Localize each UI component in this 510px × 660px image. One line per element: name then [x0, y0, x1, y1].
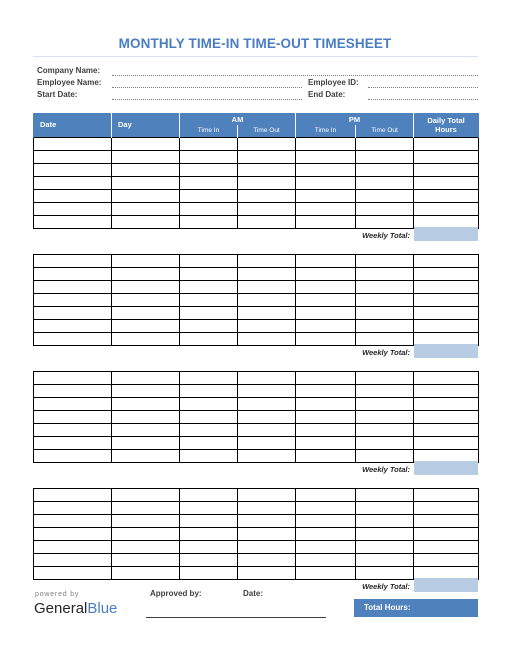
date-cell[interactable] — [34, 567, 112, 580]
weekly-total-label-3: Weekly Total: — [362, 465, 410, 474]
table-row — [34, 163, 479, 176]
day-cell[interactable] — [112, 281, 180, 294]
am-time-out-cell[interactable] — [238, 189, 296, 202]
date-cell[interactable] — [34, 333, 112, 346]
daily-total-cell[interactable] — [414, 528, 479, 541]
pm-time-in-cell[interactable] — [296, 424, 356, 437]
table-row — [34, 333, 479, 346]
pm-time-out-cell[interactable] — [356, 437, 414, 450]
weekly-total-label-4: Weekly Total: — [362, 582, 410, 591]
end-date-field[interactable] — [368, 99, 478, 100]
pm-time-in-cell[interactable] — [296, 515, 356, 528]
am-time-in-cell[interactable] — [180, 255, 238, 268]
pm-time-in-cell[interactable] — [296, 489, 356, 502]
pm-time-in-cell[interactable] — [296, 528, 356, 541]
day-cell[interactable] — [112, 541, 180, 554]
date-cell[interactable] — [34, 372, 112, 385]
pm-time-in-cell[interactable] — [296, 294, 356, 307]
table-row — [34, 528, 479, 541]
total-hours-label: Total Hours: — [364, 603, 411, 612]
pm-time-in-cell[interactable] — [296, 268, 356, 281]
daily-total-cell[interactable] — [414, 307, 479, 320]
daily-total-cell[interactable] — [414, 372, 479, 385]
am-time-in-cell[interactable] — [180, 489, 238, 502]
date-cell[interactable] — [34, 176, 112, 189]
date-cell[interactable] — [34, 320, 112, 333]
am-time-out-cell[interactable] — [238, 502, 296, 515]
am-time-in-cell[interactable] — [180, 541, 238, 554]
daily-total-cell[interactable] — [414, 502, 479, 515]
am-time-in-cell[interactable] — [180, 320, 238, 333]
am-time-out-cell[interactable] — [238, 320, 296, 333]
am-time-in-cell[interactable] — [180, 163, 238, 176]
pm-time-out-cell[interactable] — [356, 502, 414, 515]
brand-logo — [34, 600, 117, 617]
pm-time-out-cell[interactable] — [356, 189, 414, 202]
am-time-out-cell[interactable] — [238, 398, 296, 411]
pm-time-out-cell[interactable] — [356, 137, 414, 150]
pm-time-out-cell[interactable] — [356, 385, 414, 398]
table-row — [34, 372, 479, 385]
am-time-out-cell[interactable] — [238, 489, 296, 502]
day-cell[interactable] — [112, 567, 180, 580]
am-time-in-cell[interactable] — [180, 307, 238, 320]
daily-total-cell[interactable] — [414, 268, 479, 281]
pm-time-in-cell[interactable] — [296, 150, 356, 163]
am-time-out-cell[interactable] — [238, 411, 296, 424]
pm-time-in-cell[interactable] — [296, 411, 356, 424]
date-cell[interactable] — [34, 150, 112, 163]
powered-by-text: powered by — [35, 591, 80, 598]
pm-time-out-cell[interactable] — [356, 202, 414, 215]
daily-total-cell[interactable] — [414, 437, 479, 450]
am-time-out-cell[interactable] — [238, 528, 296, 541]
day-cell[interactable] — [112, 489, 180, 502]
employee-name-label: Employee Name: — [37, 78, 102, 87]
pm-time-in-cell[interactable] — [296, 281, 356, 294]
timesheet-table-week-2 — [33, 254, 479, 346]
pm-time-in-cell[interactable] — [296, 307, 356, 320]
am-time-in-cell[interactable] — [180, 437, 238, 450]
am-time-out-cell[interactable] — [238, 281, 296, 294]
day-cell[interactable] — [112, 202, 180, 215]
pm-time-in-cell[interactable] — [296, 554, 356, 567]
company-name-label: Company Name: — [37, 66, 101, 75]
table-row — [34, 150, 479, 163]
table-row — [34, 554, 479, 567]
date-cell[interactable] — [34, 489, 112, 502]
week-2-rows — [34, 255, 479, 346]
day-cell[interactable] — [112, 450, 180, 463]
pm-time-out-cell[interactable] — [356, 450, 414, 463]
daily-total-cell[interactable] — [414, 541, 479, 554]
daily-total-cell[interactable] — [414, 176, 479, 189]
pm-time-out-cell[interactable] — [356, 294, 414, 307]
table-row — [34, 268, 479, 281]
date-cell[interactable] — [34, 189, 112, 202]
pm-time-in-cell[interactable] — [296, 320, 356, 333]
day-cell[interactable] — [112, 554, 180, 567]
am-time-in-cell[interactable] — [180, 150, 238, 163]
week-1-rows — [34, 137, 479, 228]
pm-time-in-cell[interactable] — [296, 398, 356, 411]
daily-total-cell[interactable] — [414, 515, 479, 528]
am-time-in-cell[interactable] — [180, 515, 238, 528]
pm-time-in-cell[interactable] — [296, 215, 356, 228]
weekly-total-field-2[interactable] — [414, 344, 478, 358]
timesheet-table-week-4 — [33, 488, 479, 580]
pm-time-out-cell[interactable] — [356, 320, 414, 333]
pm-time-out-cell[interactable] — [356, 411, 414, 424]
pm-time-out-cell[interactable] — [356, 528, 414, 541]
timesheet-table-week-3 — [33, 371, 479, 463]
day-cell[interactable] — [112, 515, 180, 528]
table-row — [34, 502, 479, 515]
day-cell[interactable] — [112, 215, 180, 228]
table-row — [34, 294, 479, 307]
table-row — [34, 437, 479, 450]
am-time-in-cell[interactable] — [180, 398, 238, 411]
am-time-out-cell[interactable] — [238, 554, 296, 567]
date-cell[interactable] — [34, 294, 112, 307]
am-time-out-cell[interactable] — [238, 372, 296, 385]
am-time-in-cell[interactable] — [180, 528, 238, 541]
day-cell[interactable] — [112, 189, 180, 202]
weekly-total-field-3[interactable] — [414, 461, 478, 475]
pm-time-out-cell[interactable] — [356, 255, 414, 268]
table-row — [34, 215, 479, 228]
day-cell[interactable] — [112, 294, 180, 307]
date-cell[interactable] — [34, 268, 112, 281]
date-cell[interactable] — [34, 437, 112, 450]
am-time-in-cell[interactable] — [180, 215, 238, 228]
daily-total-cell[interactable] — [414, 411, 479, 424]
day-cell[interactable] — [112, 385, 180, 398]
week-3-rows — [34, 372, 479, 463]
am-time-in-cell[interactable] — [180, 411, 238, 424]
pm-time-in-cell[interactable] — [296, 202, 356, 215]
table-row — [34, 385, 479, 398]
pm-time-in-cell[interactable] — [296, 372, 356, 385]
header-date: Date — [34, 113, 112, 137]
pm-time-in-cell[interactable] — [296, 163, 356, 176]
approved-by-label: Approved by: — [150, 589, 202, 598]
pm-time-in-cell[interactable] — [296, 385, 356, 398]
weekly-total-field-4[interactable] — [414, 578, 478, 592]
table-row — [34, 424, 479, 437]
week-4-rows — [34, 489, 479, 580]
pm-time-in-cell[interactable] — [296, 541, 356, 554]
daily-total-cell[interactable] — [414, 255, 479, 268]
header-daily-total-line2: Hours — [435, 124, 457, 134]
daily-total-cell[interactable] — [414, 294, 479, 307]
table-row — [34, 176, 479, 189]
date-cell[interactable] — [34, 554, 112, 567]
header-am-time-out: Time Out — [238, 125, 296, 137]
header-am: AM — [180, 113, 296, 125]
day-cell[interactable] — [112, 398, 180, 411]
date-cell[interactable] — [34, 541, 112, 554]
daily-total-cell[interactable] — [414, 398, 479, 411]
pm-time-in-cell[interactable] — [296, 567, 356, 580]
am-time-out-cell[interactable] — [238, 150, 296, 163]
header-pm-time-out: Time Out — [356, 125, 414, 137]
day-cell[interactable] — [112, 307, 180, 320]
am-time-out-cell[interactable] — [238, 385, 296, 398]
pm-time-in-cell[interactable] — [296, 255, 356, 268]
daily-total-cell[interactable] — [414, 320, 479, 333]
am-time-in-cell[interactable] — [180, 281, 238, 294]
date-cell[interactable] — [34, 307, 112, 320]
table-row — [34, 255, 479, 268]
date-cell[interactable] — [34, 202, 112, 215]
am-time-in-cell[interactable] — [180, 372, 238, 385]
table-row — [34, 411, 479, 424]
daily-total-cell[interactable] — [414, 489, 479, 502]
table-row — [34, 450, 479, 463]
am-time-in-cell[interactable] — [180, 554, 238, 567]
table-row — [34, 307, 479, 320]
am-time-out-cell[interactable] — [238, 424, 296, 437]
day-cell[interactable] — [112, 372, 180, 385]
am-time-in-cell[interactable] — [180, 189, 238, 202]
am-time-out-cell[interactable] — [238, 137, 296, 150]
date-cell[interactable] — [34, 411, 112, 424]
am-time-in-cell[interactable] — [180, 450, 238, 463]
header-am-time-in: Time In — [180, 125, 238, 137]
am-time-out-cell[interactable] — [238, 437, 296, 450]
pm-time-out-cell[interactable] — [356, 567, 414, 580]
pm-time-out-cell[interactable] — [356, 163, 414, 176]
pm-time-out-cell[interactable] — [356, 281, 414, 294]
pm-time-in-cell[interactable] — [296, 333, 356, 346]
day-cell[interactable] — [112, 333, 180, 346]
daily-total-cell[interactable] — [414, 163, 479, 176]
timesheet-table-week-1 — [33, 113, 479, 229]
company-name-field[interactable] — [112, 75, 478, 76]
day-cell[interactable] — [112, 411, 180, 424]
am-time-in-cell[interactable] — [180, 137, 238, 150]
daily-total-cell[interactable] — [414, 554, 479, 567]
day-cell[interactable] — [112, 268, 180, 281]
table-row — [34, 137, 479, 150]
am-time-out-cell[interactable] — [238, 255, 296, 268]
pm-time-out-cell[interactable] — [356, 489, 414, 502]
daily-total-cell[interactable] — [414, 137, 479, 150]
day-cell[interactable] — [112, 424, 180, 437]
header-pm: PM — [296, 113, 414, 125]
date-cell[interactable] — [34, 215, 112, 228]
day-cell[interactable] — [112, 255, 180, 268]
table-row — [34, 202, 479, 215]
weekly-total-label-1: Weekly Total: — [362, 231, 410, 240]
pm-time-out-cell[interactable] — [356, 215, 414, 228]
am-time-out-cell[interactable] — [238, 450, 296, 463]
am-time-in-cell[interactable] — [180, 385, 238, 398]
date-cell[interactable] — [34, 137, 112, 150]
brand-blue: Blue — [87, 600, 118, 617]
page-title: MONTHLY TIME-IN TIME-OUT TIMESHEET — [118, 36, 392, 51]
table-row — [34, 189, 479, 202]
pm-time-out-cell[interactable] — [356, 554, 414, 567]
day-cell[interactable] — [112, 437, 180, 450]
pm-time-in-cell[interactable] — [296, 502, 356, 515]
am-time-out-cell[interactable] — [238, 567, 296, 580]
am-time-in-cell[interactable] — [180, 294, 238, 307]
table-row — [34, 515, 479, 528]
date-cell[interactable] — [34, 255, 112, 268]
date-cell[interactable] — [34, 450, 112, 463]
day-cell[interactable] — [112, 150, 180, 163]
date-cell[interactable] — [34, 515, 112, 528]
header-daily-total — [414, 113, 479, 137]
day-cell[interactable] — [112, 137, 180, 150]
table-row — [34, 489, 479, 502]
signature-line[interactable] — [146, 617, 326, 618]
date-cell[interactable] — [34, 281, 112, 294]
date-cell[interactable] — [34, 385, 112, 398]
day-cell[interactable] — [112, 528, 180, 541]
pm-time-out-cell[interactable] — [356, 150, 414, 163]
pm-time-in-cell[interactable] — [296, 176, 356, 189]
header-daily-total-line1: Daily Total — [427, 115, 465, 125]
am-time-out-cell[interactable] — [238, 307, 296, 320]
date-cell[interactable] — [34, 502, 112, 515]
pm-time-in-cell[interactable] — [296, 450, 356, 463]
pm-time-out-cell[interactable] — [356, 333, 414, 346]
am-time-out-cell[interactable] — [238, 515, 296, 528]
date-cell[interactable] — [34, 398, 112, 411]
pm-time-out-cell[interactable] — [356, 515, 414, 528]
daily-total-cell[interactable] — [414, 281, 479, 294]
approval-date-label: Date: — [243, 589, 264, 598]
am-time-out-cell[interactable] — [238, 176, 296, 189]
weekly-total-field-1[interactable] — [414, 227, 478, 241]
am-time-in-cell[interactable] — [180, 333, 238, 346]
day-cell[interactable] — [112, 176, 180, 189]
am-time-in-cell[interactable] — [180, 424, 238, 437]
daily-total-cell[interactable] — [414, 189, 479, 202]
day-cell[interactable] — [112, 502, 180, 515]
am-time-out-cell[interactable] — [238, 333, 296, 346]
date-cell[interactable] — [34, 424, 112, 437]
day-cell[interactable] — [112, 163, 180, 176]
am-time-out-cell[interactable] — [238, 215, 296, 228]
am-time-in-cell[interactable] — [180, 268, 238, 281]
table-row — [34, 320, 479, 333]
pm-time-in-cell[interactable] — [296, 189, 356, 202]
table-row — [34, 567, 479, 580]
pm-time-out-cell[interactable] — [356, 424, 414, 437]
am-time-out-cell[interactable] — [238, 541, 296, 554]
employee-name-field[interactable] — [112, 87, 302, 88]
pm-time-out-cell[interactable] — [356, 372, 414, 385]
am-time-in-cell[interactable] — [180, 176, 238, 189]
pm-time-in-cell[interactable] — [296, 437, 356, 450]
brand-general: General — [34, 600, 88, 617]
am-time-in-cell[interactable] — [180, 567, 238, 580]
pm-time-out-cell[interactable] — [356, 541, 414, 554]
am-time-out-cell[interactable] — [238, 268, 296, 281]
am-time-out-cell[interactable] — [238, 163, 296, 176]
date-cell[interactable] — [34, 163, 112, 176]
daily-total-cell[interactable] — [414, 385, 479, 398]
pm-time-in-cell[interactable] — [296, 137, 356, 150]
table-row — [34, 281, 479, 294]
header-pm-time-in: Time In — [296, 125, 356, 137]
total-hours-box[interactable] — [354, 599, 478, 617]
pm-time-out-cell[interactable] — [356, 268, 414, 281]
date-cell[interactable] — [34, 528, 112, 541]
am-time-out-cell[interactable] — [238, 202, 296, 215]
pm-time-out-cell[interactable] — [356, 398, 414, 411]
employee-id-label: Employee ID: — [308, 78, 359, 87]
end-date-label: End Date: — [308, 90, 346, 99]
daily-total-cell[interactable] — [414, 424, 479, 437]
header-day: Day — [112, 113, 180, 137]
daily-total-cell[interactable] — [414, 202, 479, 215]
am-time-in-cell[interactable] — [180, 502, 238, 515]
table-row — [34, 541, 479, 554]
table-row — [34, 398, 479, 411]
am-time-in-cell[interactable] — [180, 202, 238, 215]
employee-id-field[interactable] — [368, 87, 478, 88]
start-date-label: Start Date: — [37, 90, 78, 99]
pm-time-out-cell[interactable] — [356, 176, 414, 189]
daily-total-cell[interactable] — [414, 150, 479, 163]
title-divider — [33, 56, 478, 57]
pm-time-out-cell[interactable] — [356, 307, 414, 320]
weekly-total-label-2: Weekly Total: — [362, 348, 410, 357]
day-cell[interactable] — [112, 320, 180, 333]
am-time-out-cell[interactable] — [238, 294, 296, 307]
start-date-field[interactable] — [112, 99, 302, 100]
